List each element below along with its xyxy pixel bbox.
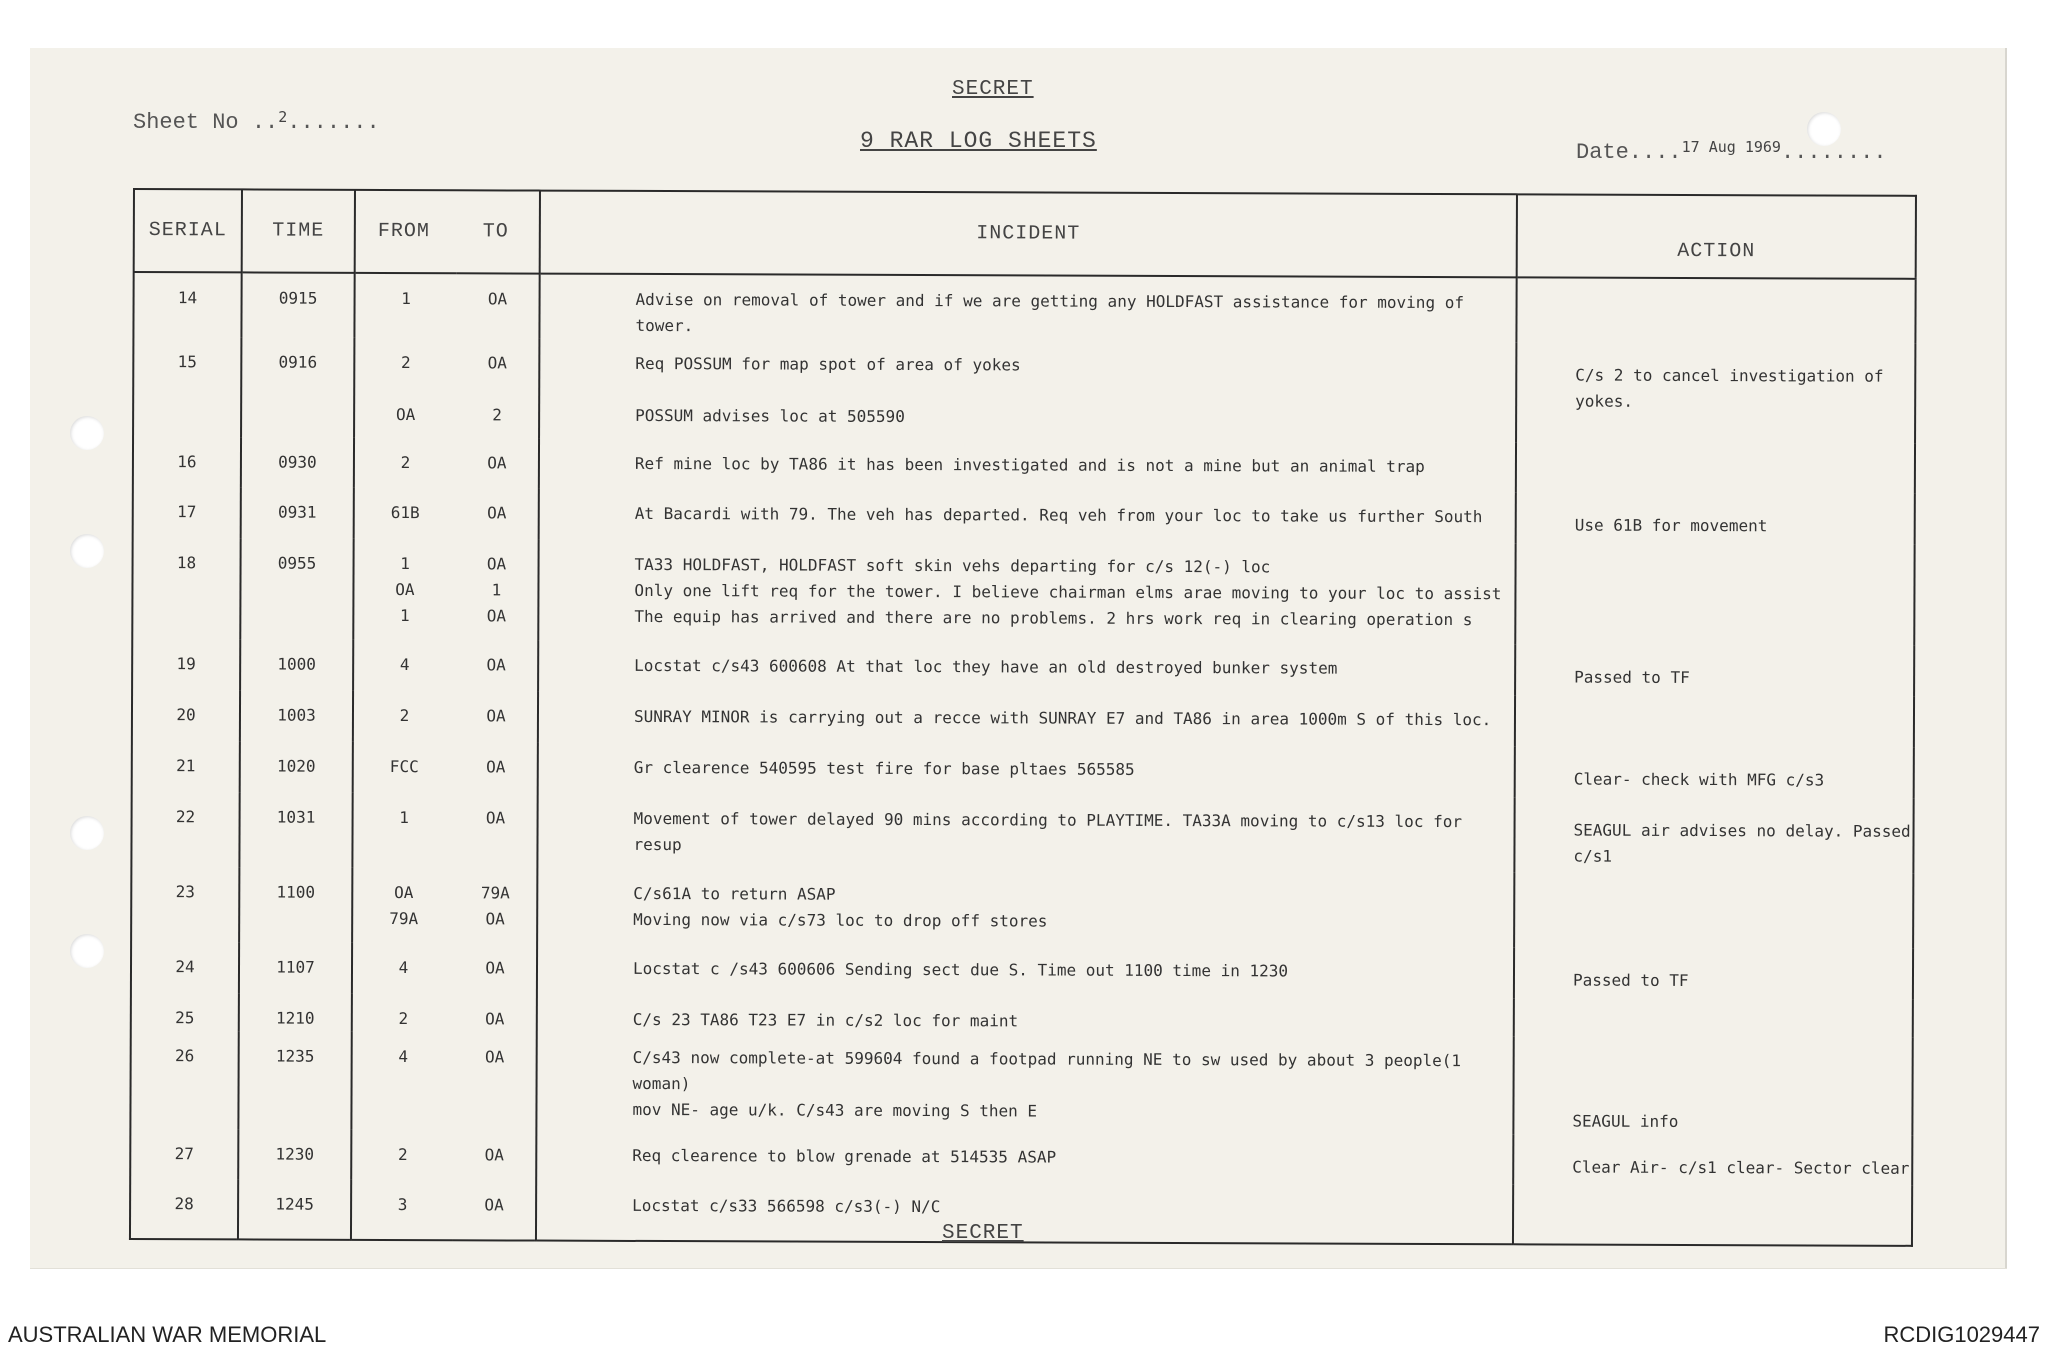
incident-text: Advise on removal of tower and if we are getting any HOLDFAST assistance for moving of tower. — [635, 289, 1465, 336]
action-cell — [1515, 695, 1914, 748]
table-header-row — [134, 189, 1916, 279]
from-text: 61B — [390, 502, 420, 523]
date-field — [1576, 140, 1887, 165]
incident-text: POSSUM advises loc at 505590 — [635, 405, 905, 426]
action-cell — [1514, 998, 1913, 1038]
to-text: OA — [486, 554, 507, 574]
time-text: 1245 — [275, 1194, 314, 1214]
date-label: Date.... — [1576, 140, 1682, 165]
table-row — [132, 741, 1914, 799]
incident-cell — [537, 869, 1514, 948]
incident-text: C/s 23 TA86 T23 E7 in c/s2 loc for maint — [632, 1009, 1019, 1031]
table-row — [132, 639, 1914, 697]
table-row — [131, 993, 1913, 1038]
column-header-from: FROM — [355, 190, 457, 273]
to-text: OA — [485, 909, 505, 929]
from-text: 1 — [399, 808, 409, 828]
to-cell — [456, 338, 539, 438]
incident-cell — [537, 944, 1514, 999]
time-cell — [241, 487, 354, 538]
from-text — [355, 376, 456, 402]
to-text: OA — [485, 808, 506, 828]
time-cell — [238, 1031, 351, 1129]
table-row — [133, 272, 1915, 344]
from-cell — [353, 640, 455, 691]
from-text: 2 — [400, 353, 411, 373]
serial-cell — [132, 690, 240, 741]
time-cell — [240, 639, 353, 690]
incident-text: Locstat c/s43 600608 At that loc they have an old destroyed bunker system — [634, 655, 1338, 678]
table-row — [133, 437, 1915, 494]
time-text: 0915 — [278, 288, 318, 308]
from-cell — [352, 994, 454, 1032]
punch-hole-left-4 — [70, 934, 104, 968]
from-cell — [352, 943, 454, 994]
action-cell — [1514, 797, 1913, 874]
action-cell — [1515, 543, 1914, 646]
incident-cell — [536, 1033, 1513, 1135]
to-text: OA — [487, 503, 507, 523]
to-text: OA — [485, 1009, 505, 1029]
from-text: 2 — [400, 453, 411, 473]
time-text: 1235 — [275, 1046, 315, 1066]
column-header-to: TO — [457, 190, 540, 273]
time-cell — [241, 272, 354, 337]
serial-cell — [131, 993, 239, 1031]
to-text: 2 — [492, 405, 502, 425]
punch-hole-left-1 — [70, 416, 104, 450]
time-cell — [239, 942, 352, 993]
serial-cell — [130, 1129, 238, 1179]
time-cell — [239, 792, 352, 867]
from-text: 1 — [399, 606, 410, 626]
to-cell — [455, 691, 538, 742]
action-cell — [1513, 1184, 1912, 1246]
action-text — [1573, 1057, 1912, 1084]
incident-text: Moving now via c/s73 loc to drop off stores — [633, 909, 1048, 931]
incident-cell — [538, 540, 1515, 645]
table-row — [131, 942, 1913, 1000]
record-id: RCDIG1029447 — [1883, 1322, 2040, 1347]
to-cell — [453, 1180, 536, 1240]
serial-cell — [131, 867, 239, 942]
punch-hole-left-3 — [70, 816, 104, 850]
table-row — [132, 538, 1914, 646]
serial-text: 15 — [177, 352, 197, 372]
to-cell — [454, 994, 537, 1032]
incident-text: Movement of tower delayed 90 mins according to PLAYTIME. TA33A moving to c/s13 loc for resup — [633, 808, 1463, 855]
action-text: Clear- check with MFG c/s3 — [1573, 769, 1825, 790]
time-text: 1107 — [276, 957, 315, 977]
incident-text: SUNRAY MINOR is carrying out a recce with SUNRAY E7 and TA86 in area 1000m S of this loc. — [633, 706, 1492, 730]
from-cell — [354, 438, 456, 488]
serial-cell — [133, 337, 241, 437]
time-text: 1003 — [277, 705, 316, 725]
from-cell — [351, 1032, 453, 1130]
table-row — [132, 690, 1914, 748]
time-cell — [240, 690, 353, 741]
serial-cell — [130, 1179, 238, 1239]
date-value: 17 Aug 1969 — [1681, 138, 1781, 156]
from-text: 2 — [397, 1145, 408, 1165]
incident-text: Req POSSUM for map spot of area of yokes — [635, 353, 1021, 375]
column-header-time: TIME — [242, 189, 355, 272]
serial-cell — [132, 741, 240, 792]
incident-text: C/s61A to return ASAP — [633, 883, 836, 904]
time-cell — [241, 437, 354, 487]
action-text — [1572, 1083, 1911, 1110]
incident-cell — [536, 1181, 1513, 1245]
action-text: C/s 2 to cancel investigation of — [1575, 365, 1884, 386]
incident-cell — [538, 743, 1515, 798]
from-cell — [354, 273, 456, 338]
incident-text: Gr clearence 540595 test fire for base pltaes 565585 — [633, 757, 1135, 779]
to-text: 79A — [480, 883, 510, 903]
serial-text: 25 — [175, 1008, 195, 1028]
time-text: 0930 — [278, 452, 317, 472]
action-text: Clear Air- c/s1 clear- Sector clear — [1572, 1157, 1910, 1178]
table-row — [133, 337, 1915, 444]
incident-text: TA33 HOLDFAST, HOLDFAST soft skin vehs departing for c/s 12(-) loc — [634, 554, 1271, 577]
to-cell — [454, 868, 537, 943]
table-row — [131, 792, 1913, 874]
from-cell — [352, 793, 454, 868]
time-cell — [240, 741, 353, 792]
time-cell — [239, 867, 352, 942]
serial-text: 24 — [175, 957, 195, 977]
action-text: Passed to TF — [1574, 667, 1690, 687]
action-cell — [1516, 342, 1915, 444]
sheet-number — [133, 110, 380, 135]
action-cell — [1515, 644, 1914, 697]
serial-text: 28 — [174, 1194, 194, 1214]
incident-text: mov NE- age u/k. C/s43 are moving S then E — [632, 1099, 1038, 1121]
incident-cell — [537, 995, 1514, 1037]
from-cell — [354, 338, 456, 438]
to-text: OA — [487, 353, 507, 373]
from-text: OA — [395, 405, 416, 425]
serial-cell — [130, 1031, 238, 1129]
from-cell — [353, 691, 455, 742]
from-text: OA — [395, 580, 415, 600]
to-cell — [455, 640, 538, 691]
serial-text: 20 — [176, 705, 196, 725]
serial-cell — [131, 792, 239, 867]
to-cell — [454, 943, 537, 994]
from-text: 2 — [399, 706, 410, 726]
serial-cell — [133, 487, 241, 538]
action-cell — [1516, 277, 1915, 344]
to-text: OA — [486, 757, 506, 777]
from-cell — [351, 1180, 453, 1240]
serial-text: 23 — [175, 882, 195, 902]
from-cell — [354, 488, 456, 539]
incident-cell — [537, 794, 1514, 873]
serial-text: 27 — [174, 1144, 194, 1164]
from-text: 1 — [400, 554, 410, 574]
secret-marking-top: SECRET — [952, 78, 1034, 101]
time-cell — [239, 993, 352, 1031]
to-cell — [456, 273, 539, 338]
from-cell — [353, 539, 455, 640]
time-text: 0955 — [277, 553, 317, 573]
log-table — [129, 188, 1917, 1247]
serial-text: 16 — [177, 452, 197, 472]
column-header-action: ACTION — [1517, 194, 1916, 279]
serial-cell — [133, 272, 241, 337]
action-text: Passed to TF — [1572, 970, 1689, 990]
action-text: Use 61B for movement — [1574, 515, 1768, 536]
table-row — [133, 487, 1915, 545]
from-text: 3 — [397, 1195, 408, 1215]
serial-cell — [132, 639, 240, 690]
from-text: 2 — [398, 1009, 409, 1029]
log-table-body — [130, 272, 1916, 1246]
to-text: OA — [486, 655, 506, 675]
from-text: 79A — [389, 908, 419, 929]
to-text: OA — [486, 706, 506, 726]
time-text: 0931 — [277, 502, 317, 522]
serial-text: 26 — [174, 1046, 195, 1066]
incident-text: C/s43 now complete-at 599604 found a footpad running NE to sw used by about 3 people(1 woman) — [632, 1047, 1462, 1094]
to-text: OA — [484, 1195, 504, 1215]
sheet-number-label: Sheet No .. — [133, 110, 279, 135]
from-text: OA — [394, 883, 414, 903]
incident-text — [635, 377, 1515, 406]
table-row — [130, 1031, 1912, 1136]
column-header-serial: SERIAL — [134, 189, 242, 272]
to-cell — [456, 438, 539, 488]
serial-cell — [131, 942, 239, 993]
incident-text: Locstat c/s33 566598 c/s3(-) N/C — [632, 1195, 941, 1217]
to-text: 1 — [491, 580, 502, 600]
from-cell — [351, 1130, 453, 1180]
incident-cell — [539, 274, 1516, 343]
serial-cell — [132, 538, 240, 639]
from-text: 4 — [398, 958, 409, 978]
action-text: c/s1 — [1573, 846, 1613, 866]
from-text: 1 — [401, 289, 411, 309]
from-cell — [352, 868, 454, 943]
time-text: 1100 — [276, 882, 316, 902]
time-text: 1020 — [276, 756, 316, 776]
serial-text: 21 — [176, 756, 196, 776]
action-cell — [1516, 492, 1915, 545]
action-cell — [1513, 1036, 1912, 1136]
column-header-incident: INCIDENT — [540, 191, 1517, 278]
secret-marking-bottom: SECRET — [942, 1222, 1024, 1245]
time-cell — [238, 1129, 351, 1179]
to-text: OA — [484, 1047, 505, 1067]
incident-text: At Bacardi with 79. The veh has departed. Req veh from your loc to take us further South — [634, 503, 1483, 527]
to-text: OA — [487, 289, 508, 309]
serial-text: 19 — [176, 654, 196, 674]
to-text: OA — [485, 958, 505, 978]
serial-text: 22 — [175, 807, 196, 827]
to-text: OA — [484, 1145, 504, 1165]
time-text: 1210 — [276, 1008, 315, 1028]
time-text: 0916 — [278, 352, 318, 372]
incident-text: Locstat c /s43 600606 Sending sect due S. Time out 1100 time in 1230 — [632, 958, 1289, 981]
incident-text: The equip has arrived and there are no problems. 2 hrs work req in clearing operation s — [634, 606, 1473, 630]
to-cell — [453, 1032, 536, 1130]
time-cell — [240, 538, 353, 639]
page-title: 9 RAR LOG SHEETS — [860, 128, 1097, 154]
from-cell — [353, 742, 455, 793]
to-text: OA — [486, 606, 507, 626]
serial-text: 18 — [176, 553, 197, 573]
sheet-number-value: 2 — [278, 108, 288, 126]
to-cell — [454, 793, 537, 868]
time-text: 1000 — [277, 654, 316, 674]
action-text: SEAGUL air advises no delay. Passed — [1573, 820, 1911, 841]
table-row — [130, 1129, 1912, 1186]
incident-text: Only one lift req for the tower. I believe chairman elms arae moving to your loc to assist — [634, 580, 1502, 604]
action-text: SEAGUL info — [1572, 1111, 1679, 1131]
punch-hole-left-2 — [70, 534, 104, 568]
serial-cell — [133, 437, 241, 487]
to-cell — [453, 1130, 536, 1180]
table-row — [131, 867, 1913, 949]
incident-text: Req clearence to blow grenade at 514535 ASAP — [632, 1145, 1057, 1167]
serial-text: 14 — [177, 288, 198, 308]
to-cell — [456, 488, 539, 539]
action-text: yokes. — [1575, 391, 1634, 411]
action-cell — [1514, 872, 1913, 949]
time-text: 1031 — [276, 807, 316, 827]
time-text: 1230 — [275, 1144, 315, 1164]
incident-cell — [539, 339, 1516, 443]
sheet-number-dots: ....... — [287, 110, 380, 135]
serial-text: 17 — [177, 502, 197, 522]
from-text: 4 — [398, 1047, 409, 1067]
institution-credit: AUSTRALIAN WAR MEMORIAL — [8, 1322, 327, 1347]
incident-cell — [539, 489, 1516, 544]
action-cell — [1516, 442, 1915, 494]
to-cell — [455, 742, 538, 793]
from-text: FCC — [389, 756, 419, 777]
to-text: OA — [487, 453, 507, 473]
action-cell — [1513, 1134, 1912, 1186]
time-cell — [241, 337, 354, 437]
incident-cell — [536, 1131, 1513, 1185]
incident-cell — [538, 641, 1515, 696]
to-text — [456, 376, 538, 402]
to-cell — [455, 539, 538, 640]
date-dots: ........ — [1780, 140, 1887, 165]
action-cell — [1515, 746, 1914, 799]
incident-cell — [539, 439, 1516, 493]
incident-text: Ref mine loc by TA86 it has been investigated and is not a mine but an animal trap — [634, 453, 1425, 476]
time-cell — [238, 1179, 351, 1239]
incident-cell — [538, 692, 1515, 747]
from-text: 4 — [399, 655, 410, 675]
action-cell — [1514, 947, 1913, 1000]
